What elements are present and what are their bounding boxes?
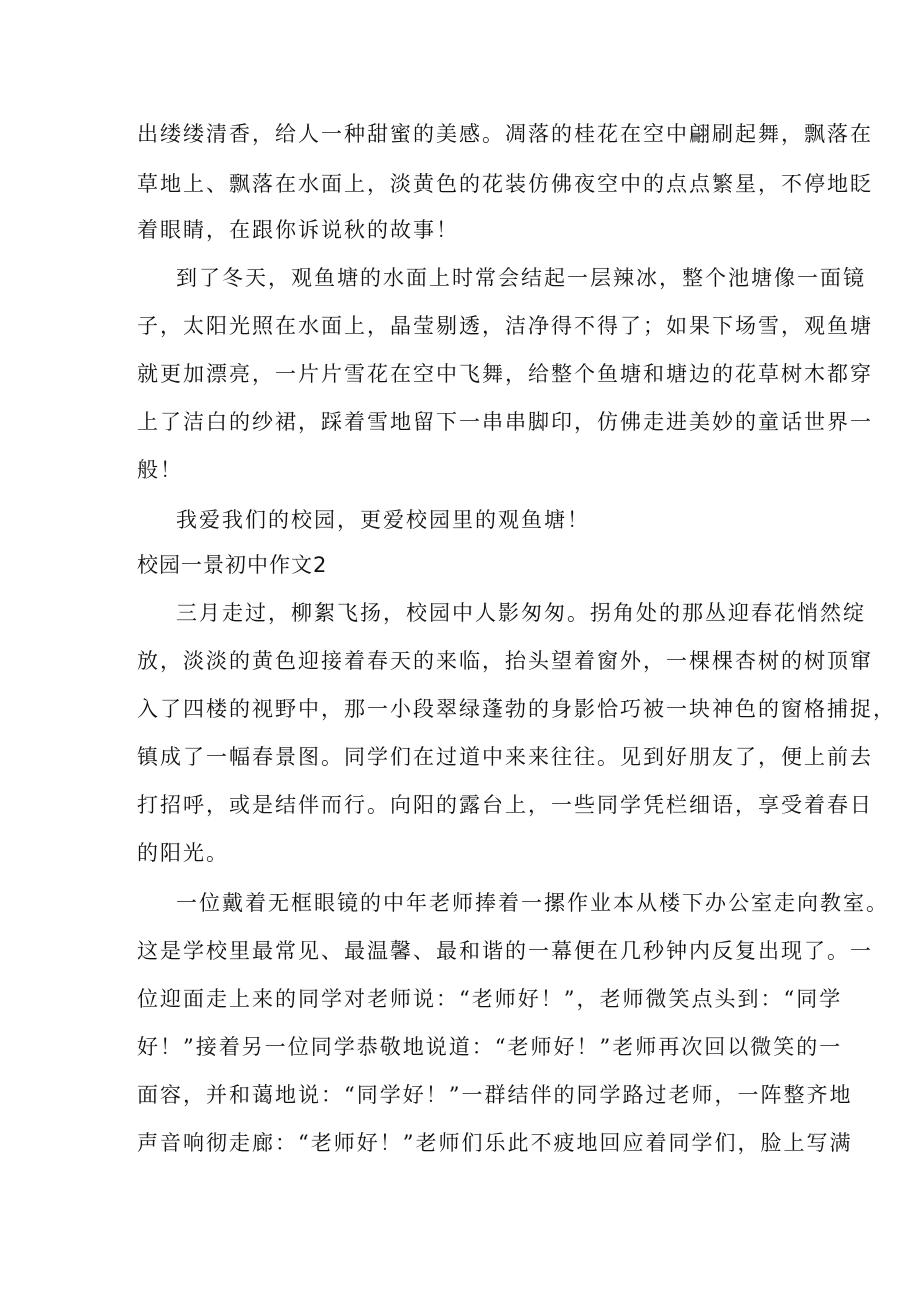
text-line: 到了冬天，观鱼塘的水面上时常会结起一层辣冰，整个池塘像一面镜 (176, 266, 866, 290)
text-line: 位迎面走上来的同学对老师说：“老师好！”，老师微笑点头到：“同学 (137, 987, 843, 1011)
heading-text: 校园一景初中作文2 (137, 553, 328, 577)
text-line: 上了洁白的纱裙，踩着雪地留下一串串脚印，仿佛走进美妙的童话世界一 (137, 410, 873, 434)
text-line: 出缕缕清香，给人一种甜蜜的美感。凋落的桂花在空中翩刷起舞，飘落在 (137, 122, 873, 146)
text-line: 着眼睛，在跟你诉说秋的故事！ (137, 218, 459, 242)
text-line: 般！ (137, 458, 183, 482)
text-line: 三月走过，柳絮飞扬，校园中人影匆匆。拐角处的那丛迎春花悄然绽 (176, 601, 866, 625)
text-line: 镇成了一幅春景图。同学们在过道中来来往往。见到好朋友了，便上前去 (137, 745, 873, 769)
text-line: 面容，并和蔼地说：“同学好！”一群结伴的同学路过老师，一阵整齐地 (137, 1083, 853, 1107)
text-line: 就更加漂亮，一片片雪花在空中飞舞，给整个鱼塘和塘边的花草树木都穿 (137, 362, 873, 386)
text-line: 放，淡淡的黄色迎接着春天的来临，抬头望着窗外，一棵棵杏树的树顶窜 (137, 649, 873, 673)
text-line: 的阳光。 (137, 841, 229, 865)
text-line: 一位戴着无框眼镜的中年老师捧着一摞作业本从楼下办公室走向教室。 (176, 891, 889, 915)
text-line: 子，太阳光照在水面上，晶莹剔透，洁净得不得了；如果下场雪，观鱼塘 (137, 314, 873, 338)
text-line: 声音响彻走廊：“老师好！”老师们乐此不疲地回应着同学们，脸上写满 (137, 1131, 853, 1155)
text-line: 打招呼，或是结伴而行。向阳的露台上，一些同学凭栏细语，享受着春日 (137, 793, 873, 817)
text-line: 这是学校里最常见、最温馨、最和谐的一幕便在几秒钟内反复出现了。一 (137, 939, 873, 963)
text-line: 好！”接着另一位同学恭敬地说道：“老师好！”老师再次回以微笑的一 (137, 1035, 843, 1059)
text-line: 我爱我们的校园，更爱校园里的观鱼塘！ (176, 508, 590, 532)
text-line: 草地上、飘落在水面上，淡黄色的花装仿佛夜空中的点点繁星，不停地眨 (137, 172, 873, 196)
text-line: 入了四楼的视野中，那一小段翠绿蓬勃的身影恰巧被一块神色的窗格捕捉， (137, 697, 896, 721)
